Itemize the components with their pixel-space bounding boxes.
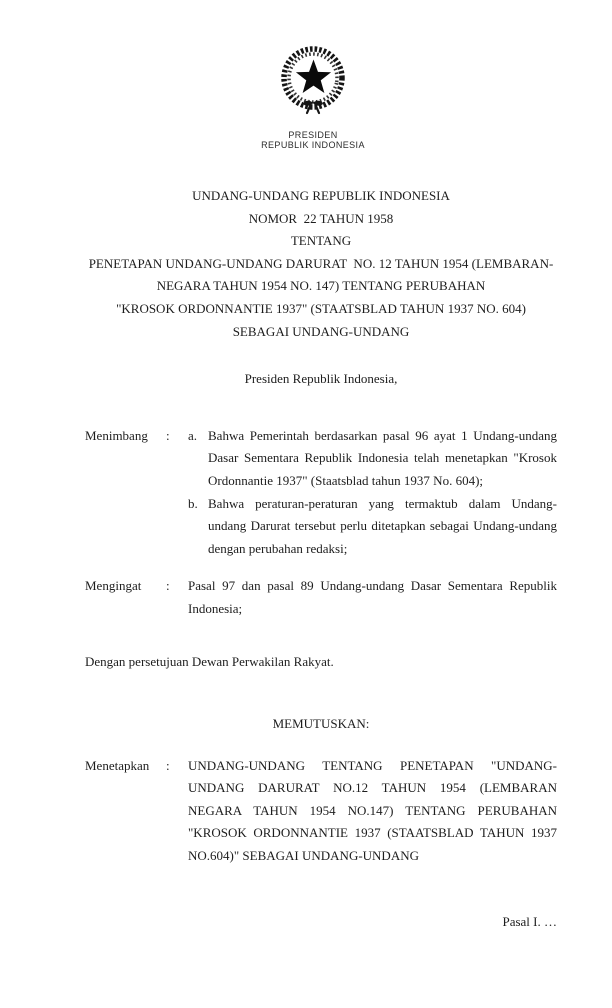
catchword: Pasal I. …: [502, 913, 557, 929]
presidential-seal-icon: [280, 42, 346, 116]
body-line: Pasal 97 dan pasal 89 Undang-undang Dasar Sementara Republik: [188, 578, 557, 594]
section-mengingat: [85, 575, 557, 620]
body-line: UNDANG-UNDANG TENTANG PENETAPAN "UNDANG-: [188, 757, 557, 773]
section-menimbang: [85, 425, 557, 561]
doc-title-line: NEGARA TAHUN 1954 NO. 147) TENTANG PERUBAHAN: [156, 278, 486, 294]
section-colon: :: [166, 578, 170, 594]
seal-caption: [77, 130, 549, 150]
agreement-line: Dengan persetujuan Dewan Perwakilan Rakyat.: [85, 653, 334, 669]
list-marker: b.: [188, 495, 198, 511]
body-line: Ordonnantie 1937" (Staatsblad tahun 1937 No. 604);: [208, 472, 484, 488]
section-colon: :: [166, 427, 170, 443]
item-body: [188, 575, 557, 620]
considering-item-b: [188, 493, 557, 561]
item-body: [188, 755, 557, 868]
section-label: Menimbang: [85, 427, 148, 443]
considering-items: [188, 425, 557, 561]
seal-caption-line-2: REPUBLIK INDONESIA: [261, 140, 365, 150]
doc-title-block: [85, 185, 557, 343]
section-menetapkan: [85, 755, 557, 868]
ribbon-tails: [307, 106, 319, 113]
body-line: dengan perubahan redaksi;: [208, 540, 348, 556]
salutation: Presiden Republik Indonesia,: [244, 371, 398, 387]
body-line: UNDANG DARURAT NO.12 TAHUN 1954 (LEMBARAN: [188, 780, 557, 796]
doc-title-line: PENETAPAN UNDANG-UNDANG DARURAT NO. 12 TAHUN 1954 (LEMBARAN-: [88, 255, 554, 271]
body-line: Bahwa peraturan-peraturan yang termaktub dalam Undang-: [208, 495, 557, 511]
section-colon: :: [166, 757, 170, 773]
considering-item-a: [188, 425, 557, 493]
body-line: NO.604)" SEBAGAI UNDANG-UNDANG: [188, 848, 419, 864]
doc-title-line: TENTANG: [290, 233, 352, 249]
item-body: [208, 425, 557, 493]
doc-title-line: UNDANG-UNDANG REPUBLIK INDONESIA: [192, 188, 450, 203]
seal-block: [77, 42, 549, 150]
body-line: Dasar Sementara Republik Indonesia telah menetapkan "Krosok: [208, 450, 557, 466]
section-label: Menetapkan: [85, 757, 150, 773]
body-line: NEGARA TAHUN 1954 NO.147) TENTANG PERUBAHAN: [188, 802, 557, 818]
item-body: [208, 493, 557, 561]
body-line: Indonesia;: [188, 600, 243, 616]
list-marker: a.: [188, 427, 198, 443]
section-label: Mengingat: [85, 578, 142, 594]
body-line: "KROSOK ORDONNANTIE 1937 (STAATSBLAD TAHUN 1937: [188, 825, 557, 841]
doc-title-line: SEBAGAI UNDANG-UNDANG: [232, 323, 410, 339]
body-line: undang Darurat tersebut perlu ditetapkan sebagai Undang-undang: [208, 518, 557, 534]
seal-caption-line-1: PRESIDEN: [288, 130, 338, 140]
doc-title-line: "KROSOK ORDONNANTIE 1937" (STAATSBLAD TAHUN 1937 NO. 604): [116, 300, 526, 316]
doc-title-line: NOMOR 22 TAHUN 1958: [248, 210, 394, 226]
body-line: Bahwa Pemerintah berdasarkan pasal 96 ayat 1 Undang-undang: [208, 427, 557, 443]
star-shape: [296, 60, 331, 93]
memutuskan-heading: MEMUTUSKAN:: [272, 716, 370, 732]
